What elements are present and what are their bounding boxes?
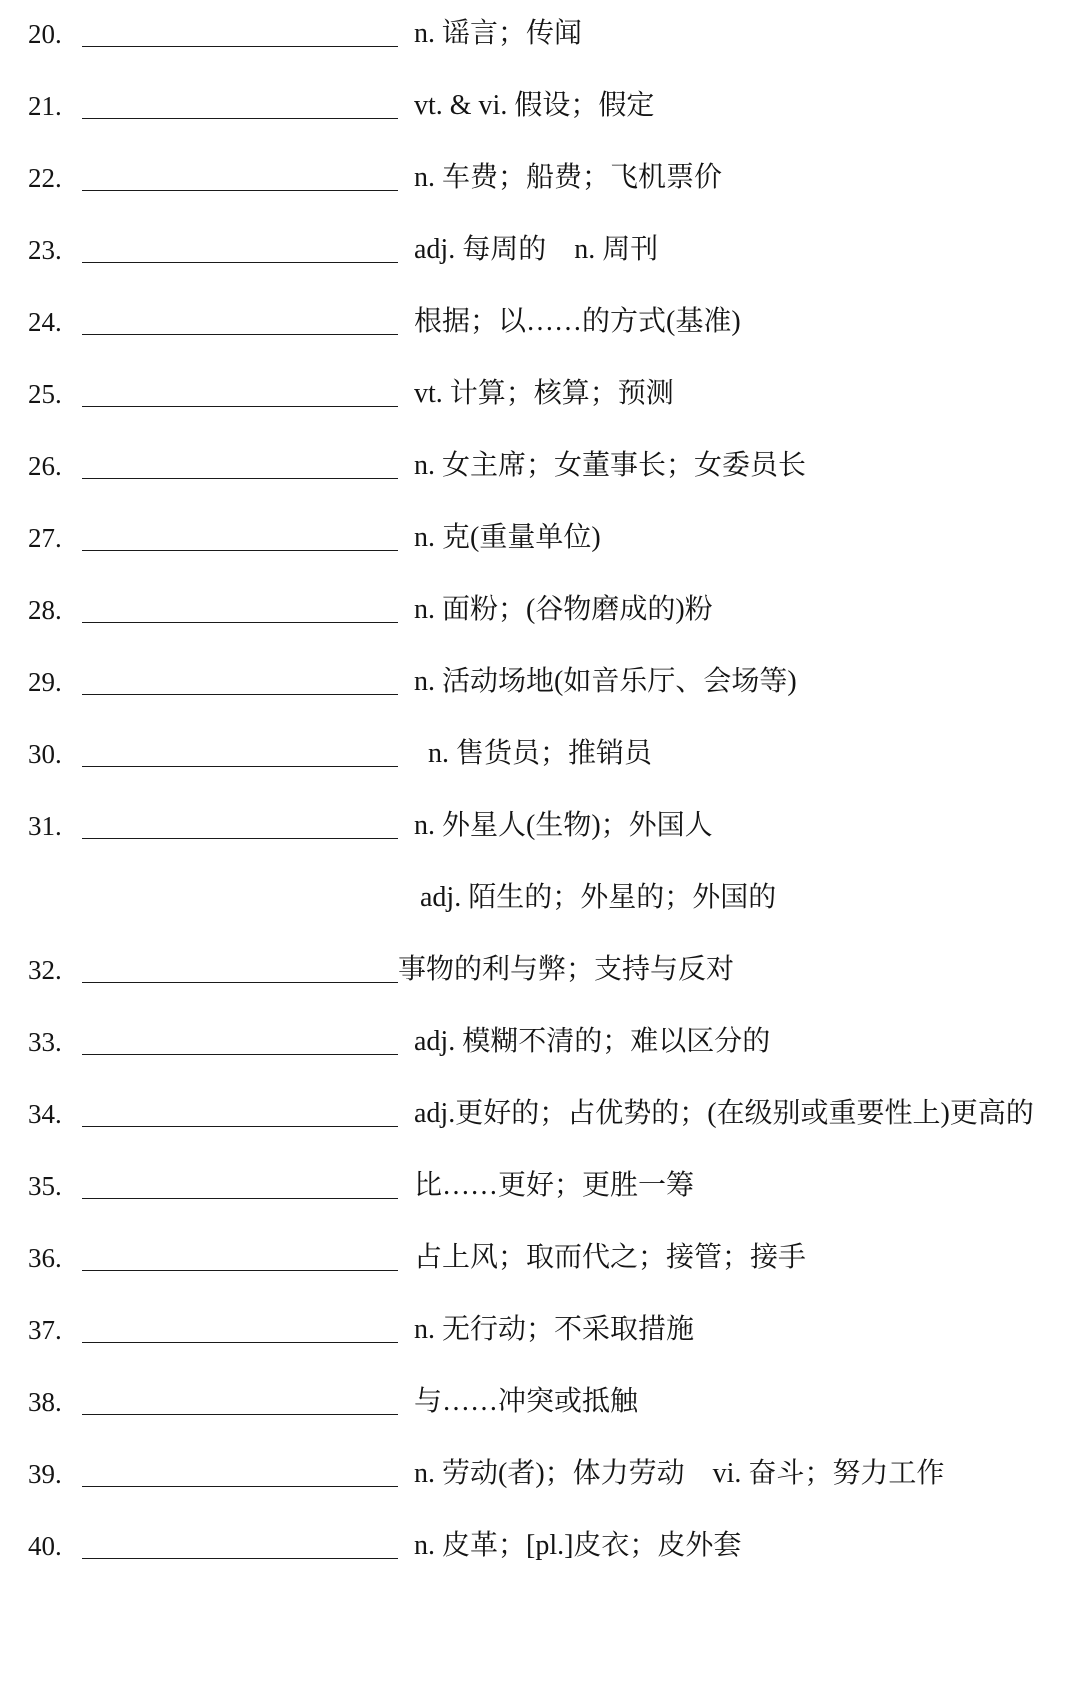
vocab-item <box>0 152 1080 204</box>
vocab-item <box>0 368 1080 420</box>
vocab-item <box>0 80 1080 132</box>
definition-text: 与……冲突或抵触 <box>414 1386 639 1417</box>
answer-blank-line[interactable] <box>82 334 398 335</box>
vocab-item <box>0 1448 1080 1500</box>
vocab-item <box>0 1304 1080 1356</box>
definition-text: n. 售货员；推销员 <box>428 738 653 769</box>
item-number: 23. <box>28 235 62 265</box>
item-number: 35. <box>28 1171 62 1201</box>
definition-text: n. 皮革；[pl.]皮衣；皮外套 <box>414 1530 742 1561</box>
item-number: 31. <box>28 811 62 841</box>
definition-text: n. 克(重量单位) <box>414 522 601 553</box>
answer-blank-line[interactable] <box>82 550 398 551</box>
item-number: 22. <box>28 163 62 193</box>
definition-text: vt. & vi. 假设；假定 <box>414 90 655 121</box>
item-number: 33. <box>28 1027 62 1057</box>
answer-blank-line[interactable] <box>82 1126 398 1127</box>
vocab-item <box>0 944 1080 996</box>
vocab-item-continuation <box>0 872 1080 924</box>
vocab-item <box>0 800 1080 852</box>
vocab-item <box>0 1520 1080 1572</box>
definition-text: 事物的利与弊；支持与反对 <box>398 954 735 985</box>
answer-blank-line[interactable] <box>82 1414 398 1415</box>
item-number: 40. <box>28 1531 62 1561</box>
answer-blank-line[interactable] <box>82 1486 398 1487</box>
vocab-item <box>0 584 1080 636</box>
vocab-item <box>0 512 1080 564</box>
answer-blank-line[interactable] <box>82 1558 398 1559</box>
vocab-item <box>0 1016 1080 1068</box>
vocab-item <box>0 1232 1080 1284</box>
item-number: 34. <box>28 1099 62 1129</box>
answer-blank-line[interactable] <box>82 982 398 983</box>
vocab-item <box>0 440 1080 492</box>
answer-blank-line[interactable] <box>82 838 398 839</box>
definition-text: adj. 每周的 n. 周刊 <box>414 234 659 265</box>
item-number: 20. <box>28 19 62 49</box>
definition-text: vt. 计算；核算；预测 <box>414 378 674 409</box>
answer-blank-line[interactable] <box>82 1198 398 1199</box>
definition-text: n. 女主席；女董事长；女委员长 <box>414 450 807 481</box>
definition-text: n. 外星人(生物)；外国人 <box>414 810 713 841</box>
item-number: 25. <box>28 379 62 409</box>
item-number: 29. <box>28 667 62 697</box>
answer-blank-line[interactable] <box>82 46 398 47</box>
vocab-item <box>0 1160 1080 1212</box>
answer-blank-line[interactable] <box>82 1054 398 1055</box>
item-number: 30. <box>28 739 62 769</box>
answer-blank-line[interactable] <box>82 694 398 695</box>
item-number: 24. <box>28 307 62 337</box>
item-number: 36. <box>28 1243 62 1273</box>
answer-blank-line[interactable] <box>82 478 398 479</box>
item-number: 32. <box>28 955 62 985</box>
item-number: 38. <box>28 1387 62 1417</box>
definition-text: 比……更好；更胜一筹 <box>414 1170 695 1201</box>
answer-blank-line[interactable] <box>82 1270 398 1271</box>
item-number: 21. <box>28 91 62 121</box>
vocab-item <box>0 728 1080 780</box>
item-number: 27. <box>28 523 62 553</box>
item-number: 37. <box>28 1315 62 1345</box>
definition-text: 根据；以……的方式(基准) <box>414 306 741 337</box>
definition-text: adj.更好的；占优势的；(在级别或重要性上)更高的 <box>414 1098 1034 1129</box>
definition-text: n. 无行动；不采取措施 <box>414 1314 695 1345</box>
answer-blank-line[interactable] <box>82 118 398 119</box>
definition-text: n. 活动场地(如音乐厅、会场等) <box>414 666 797 697</box>
definition-text-secondary: adj. 陌生的；外星的；外国的 <box>420 882 777 913</box>
definition-text: n. 车费；船费；飞机票价 <box>414 162 723 193</box>
answer-blank-line[interactable] <box>82 406 398 407</box>
vocab-item <box>0 224 1080 276</box>
definition-text: 占上风；取而代之；接管；接手 <box>414 1242 807 1273</box>
vocab-item <box>0 656 1080 708</box>
definition-text: adj. 模糊不清的；难以区分的 <box>414 1026 771 1057</box>
vocab-item <box>0 296 1080 348</box>
vocab-item <box>0 1376 1080 1428</box>
answer-blank-line[interactable] <box>82 622 398 623</box>
item-number: 28. <box>28 595 62 625</box>
answer-blank-line[interactable] <box>82 190 398 191</box>
item-number: 26. <box>28 451 62 481</box>
definition-text: n. 面粉；(谷物磨成的)粉 <box>414 594 713 625</box>
definition-text: n. 谣言；传闻 <box>414 18 583 49</box>
answer-blank-line[interactable] <box>82 262 398 263</box>
vocab-item <box>0 1088 1080 1140</box>
vocab-item <box>0 8 1080 60</box>
definition-text: n. 劳动(者)；体力劳动 vi. 奋斗；努力工作 <box>414 1458 945 1489</box>
item-number: 39. <box>28 1459 62 1489</box>
answer-blank-line[interactable] <box>82 766 398 767</box>
answer-blank-line[interactable] <box>82 1342 398 1343</box>
